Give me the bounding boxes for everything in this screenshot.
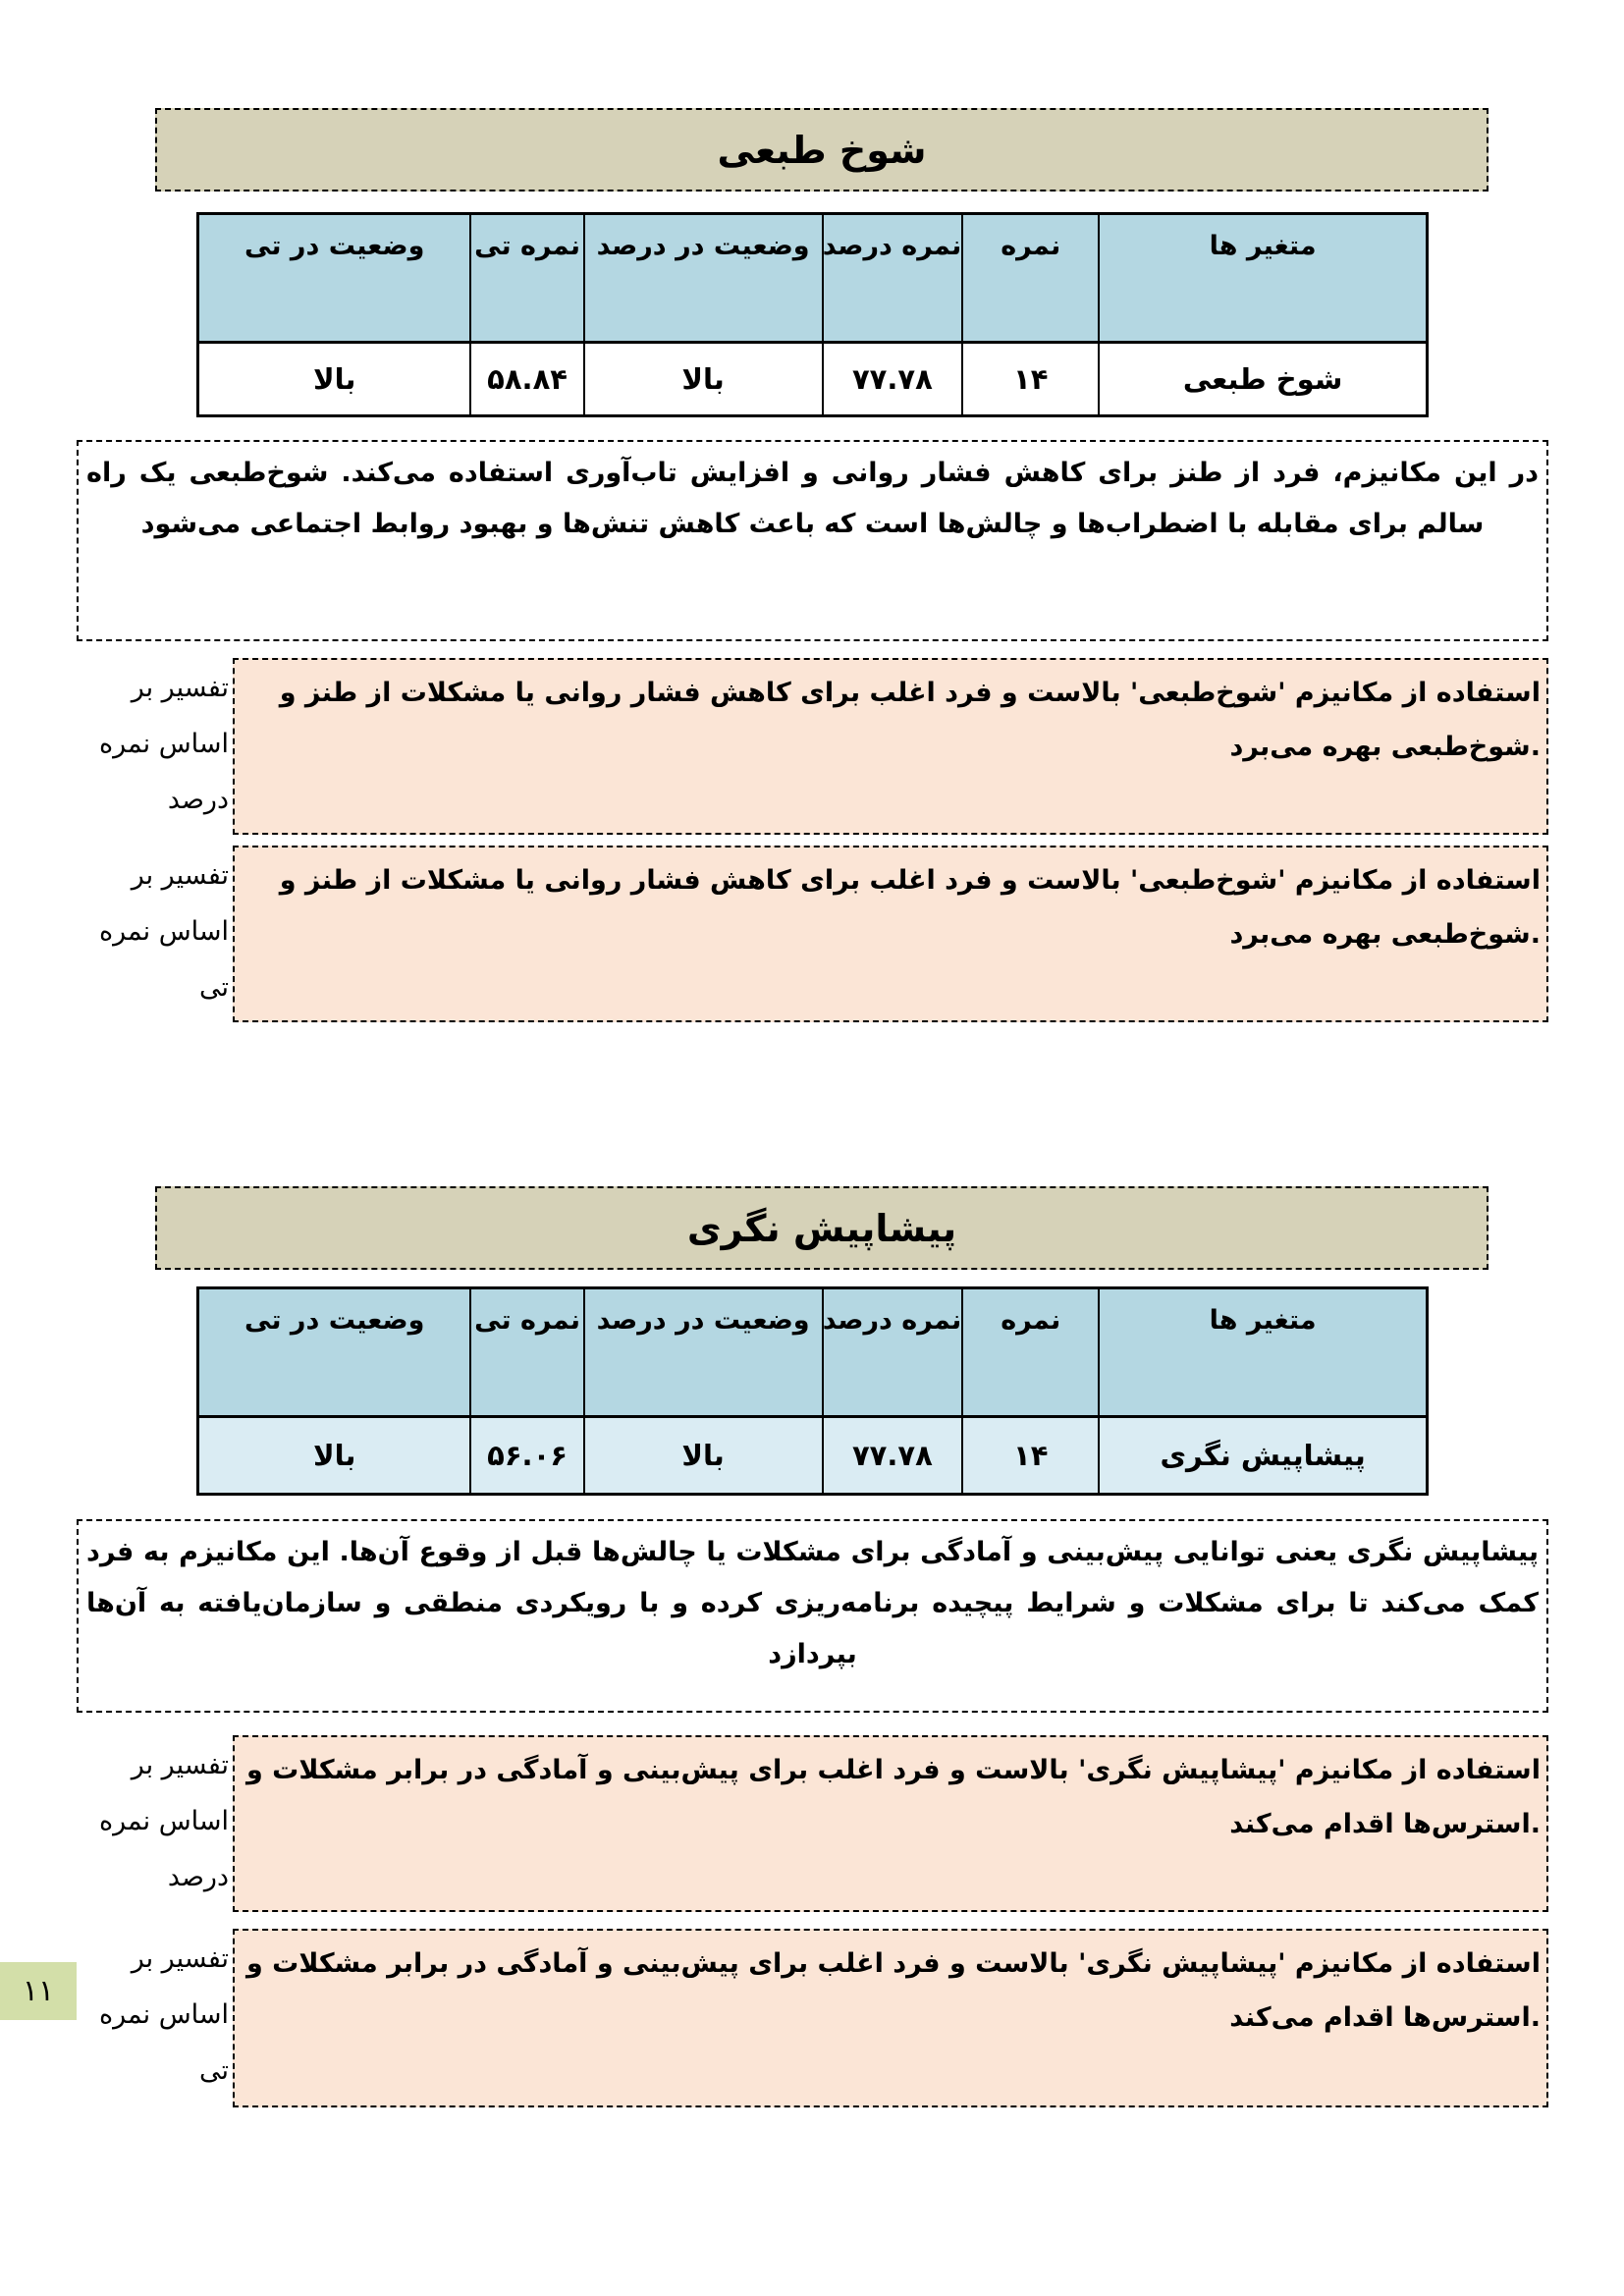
description-box-anticipation xyxy=(77,1519,1548,1713)
label-line: درصد xyxy=(167,785,229,815)
section-title-bar-anticipation xyxy=(155,1186,1489,1270)
table-row xyxy=(198,1417,1428,1495)
description-box-humor xyxy=(77,440,1548,641)
label-line: اساس نمره xyxy=(98,1806,229,1836)
label-line: اساس نمره xyxy=(98,729,229,759)
col-header-score: نمره xyxy=(962,214,1099,343)
interpretation-text: استفاده از مکانیزم 'شوخ‌طبعی' بالاست و فرد اغلب برای کاهش فشار روانی یا مشکلات از طنز و شوخ‌طبعی بهره می‌برد. xyxy=(279,678,1541,762)
label-line: اساس نمره xyxy=(98,1999,229,2030)
interpretation-text: استفاده از مکانیزم 'پیشاپیش نگری' بالاست و فرد اغلب برای پیش‌بینی و آمادگی در برابر مشکلات و استرس‌ها اقدام می‌کند. xyxy=(246,1948,1541,2033)
label-line: تفسیر بر xyxy=(131,860,229,891)
table-header-row xyxy=(198,1288,1428,1417)
label-line: تفسیر بر xyxy=(131,673,229,703)
interpretation-text: استفاده از مکانیزم 'شوخ‌طبعی' بالاست و فرد اغلب برای کاهش فشار روانی یا مشکلات از طنز و شوخ‌طبعی بهره می‌برد. xyxy=(279,865,1541,950)
cell-t-score: ۵۶.۰۶ xyxy=(470,1417,583,1495)
interpretation-text: استفاده از مکانیزم 'پیشاپیش نگری' بالاست و فرد اغلب برای پیش‌بینی و آمادگی در برابر مشکلات و استرس‌ها اقدام می‌کند. xyxy=(246,1755,1541,1839)
col-header-percent-status: وضعیت در درصد xyxy=(584,214,823,343)
label-line: تفسیر بر xyxy=(131,1943,229,1974)
col-header-score: نمره xyxy=(962,1288,1099,1417)
cell-t-score: ۵۸.۸۴ xyxy=(470,343,583,416)
label-line: تی xyxy=(198,2055,229,2086)
interpretation-label xyxy=(0,1735,233,1912)
interpretation-row-t-humor xyxy=(0,846,1548,1022)
label-line: اساس نمره xyxy=(98,916,229,947)
cell-percent-score: ۷۷.۷۸ xyxy=(823,1417,963,1495)
interpretation-row-percent-humor xyxy=(0,658,1548,835)
page-number-badge xyxy=(0,1962,77,2020)
score-table-humor xyxy=(196,212,1429,417)
cell-variable: شوخ طبعی xyxy=(1099,343,1427,416)
section-title-bar-humor xyxy=(155,108,1489,191)
interpretation-label xyxy=(0,846,233,1022)
table-row xyxy=(198,343,1428,416)
col-header-percent-status: وضعیت در درصد xyxy=(584,1288,823,1417)
description-text: در این مکانیزم، فرد از طنز برای کاهش فشار روانی و افزایش تاب‌آوری استفاده می‌کند. شوخ‌طبعی یک راه سالم برای مقابله با اضطراب‌ها و چالش‌ها است که باعث کاهش تنش‌ها و بهبود روابط اجتماعی می‌شود xyxy=(86,458,1539,539)
cell-percent-status: بالا xyxy=(584,343,823,416)
interpretation-row-percent-anticipation xyxy=(0,1735,1548,1912)
interpretation-box xyxy=(233,1735,1548,1912)
section-title: شوخ طبعی xyxy=(717,128,927,172)
cell-percent-score: ۷۷.۷۸ xyxy=(823,343,963,416)
interpretation-box xyxy=(233,1929,1548,2107)
section-title: پیشاپیش نگری xyxy=(686,1206,957,1250)
interpretation-box xyxy=(233,846,1548,1022)
col-header-percent-score: نمره درصد xyxy=(823,214,963,343)
col-header-percent-score: نمره درصد xyxy=(823,1288,963,1417)
col-header-t-status: وضعیت در تی xyxy=(198,1288,471,1417)
cell-score: ۱۴ xyxy=(962,343,1099,416)
col-header-t-score: نمره تی xyxy=(470,214,583,343)
interpretation-row-t-anticipation xyxy=(0,1929,1548,2107)
col-header-t-score: نمره تی xyxy=(470,1288,583,1417)
cell-t-status: بالا xyxy=(198,343,471,416)
label-line: درصد xyxy=(167,1862,229,1892)
score-table-anticipation xyxy=(196,1286,1429,1496)
cell-variable: پیشاپیش نگری xyxy=(1099,1417,1427,1495)
cell-percent-status: بالا xyxy=(584,1417,823,1495)
col-header-variables: متغیر ها xyxy=(1099,214,1427,343)
cell-score: ۱۴ xyxy=(962,1417,1099,1495)
label-line: تفسیر بر xyxy=(131,1750,229,1780)
interpretation-box xyxy=(233,658,1548,835)
cell-t-status: بالا xyxy=(198,1417,471,1495)
table-header-row xyxy=(198,214,1428,343)
label-line: تی xyxy=(198,972,229,1003)
interpretation-label xyxy=(0,658,233,835)
col-header-t-status: وضعیت در تی xyxy=(198,214,471,343)
description-text: پیشاپیش نگری یعنی توانایی پیش‌بینی و آمادگی برای مشکلات یا چالش‌ها قبل از وقوع آن‌ها. این مکانیزم به فرد کمک می‌کند تا برای مشکلات و شرایط پیچیده برنامه‌ریزی کرده و با رویکردی منطقی و سازمان‌یافته به آن‌ها بپردازد xyxy=(86,1537,1539,1669)
page-number: ۱۱ xyxy=(22,1974,55,2008)
col-header-variables: متغیر ها xyxy=(1099,1288,1427,1417)
